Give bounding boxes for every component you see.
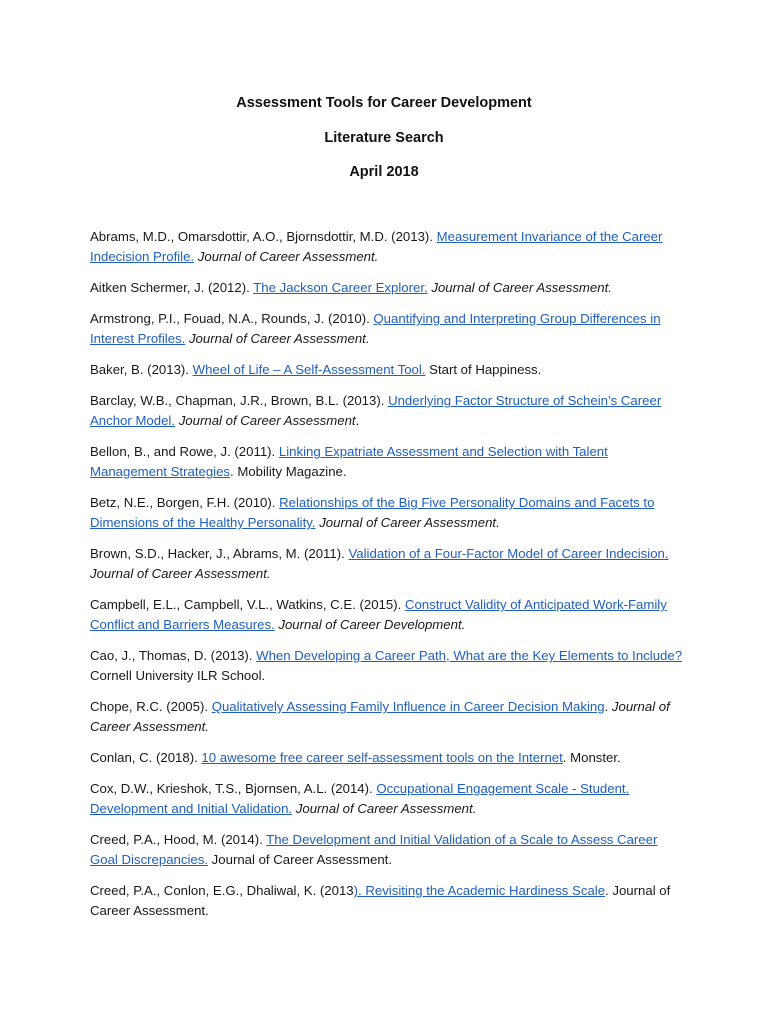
reference-mid: . Journal of Career Assessment.: [90, 883, 671, 918]
reference-item: [90, 309, 685, 349]
reference-journal: Journal of Career Assessment.: [431, 280, 612, 295]
reference-link[interactable]: Linking Expatriate Assessment and Selection with Talent Management Strategies: [90, 444, 608, 479]
document-subtitle: Literature Search: [324, 130, 444, 146]
reference-mid: Cornell University ILR School.: [90, 668, 266, 683]
reference-item: [90, 227, 685, 267]
reference-link[interactable]: Underlying Factor Structure of Schein’s Career Anchor Model.: [90, 393, 662, 428]
reference-item: [90, 278, 685, 298]
reference-item: [90, 360, 685, 380]
reference-mid: . Mobility Magazine.: [230, 464, 347, 479]
reference-authors: Chope, R.C. (2005).: [90, 699, 212, 714]
reference-link[interactable]: Validation of a Four-Factor Model of Career Indecision.: [348, 546, 669, 561]
reference-journal: Journal of Career Assessment.: [188, 331, 370, 346]
reference-authors: Baker, B. (2013).: [90, 362, 193, 377]
reference-link[interactable]: Quantifying and Interpreting Group Differences in Interest Profiles.: [90, 311, 661, 346]
reference-authors: Cao, J., Thomas, D. (2013).: [90, 648, 257, 663]
reference-link[interactable]: Construct Validity of Anticipated Work-Family Conflict and Barriers Measures.: [90, 597, 667, 632]
reference-authors: Cox, D.W., Krieshok, T.S., Bjornsen, A.L. (2014).: [90, 781, 377, 796]
reference-item: [90, 595, 685, 635]
reference-item: [90, 779, 685, 819]
reference-journal: Journal of Career Assessment.: [319, 515, 500, 530]
reference-journal: Journal of Career Development.: [278, 617, 466, 632]
reference-journal: Journal of Career Assessment.: [90, 566, 271, 581]
reference-authors: Armstrong, P.I., Fouad, N.A., Rounds, J. (2010).: [90, 311, 374, 326]
reference-item: [90, 748, 685, 768]
reference-link[interactable]: Wheel of Life – A Self-Assessment Tool.: [192, 362, 426, 377]
reference-journal: Journal of Career Assessment.: [197, 249, 379, 264]
reference-link[interactable]: Qualitatively Assessing Family Influence in Career Decision Making: [211, 699, 605, 714]
reference-journal: Journal of Career Assessment: [178, 413, 356, 428]
reference-mid: Journal of Career Assessment.: [208, 852, 392, 867]
reference-authors: Campbell, E.L., Campbell, V.L., Watkins, C.E. (2015).: [90, 597, 405, 612]
reference-authors: Betz, N.E., Borgen, F.H. (2010).: [90, 495, 280, 510]
reference-authors: Barclay, W.B., Chapman, J.R., Brown, B.L. (2013).: [90, 393, 389, 408]
reference-mid: Start of Happiness.: [425, 362, 542, 377]
reference-link[interactable]: Measurement Invariance of the Career Indecision Profile.: [90, 229, 663, 264]
reference-item: [90, 391, 685, 431]
reference-item: [90, 544, 685, 584]
reference-journal: Journal of Career Assessment.: [90, 699, 670, 734]
reference-list: [90, 227, 685, 932]
reference-authors: Abrams, M.D., Omarsdottir, A.O., Bjornsdottir, M.D. (2013).: [90, 229, 437, 244]
reference-item: [90, 442, 685, 482]
reference-link[interactable]: ). Revisiting the Academic Hardiness Scale: [353, 883, 606, 898]
reference-link[interactable]: 10 awesome free career self-assessment tools on the Internet: [201, 750, 563, 765]
reference-item: [90, 646, 685, 686]
reference-link[interactable]: Relationships of the Big Five Personality Domains and Facets to Dimensions of the Healthy Personality.: [90, 495, 655, 530]
document-date: April 2018: [349, 164, 419, 180]
reference-link[interactable]: The Jackson Career Explorer.: [253, 280, 428, 295]
reference-authors: Bellon, B., and Rowe, J. (2011).: [90, 444, 279, 459]
reference-authors: Aitken Schermer, J. (2012).: [90, 280, 254, 295]
reference-link[interactable]: When Developing a Career Path, What are the Key Elements to Include?: [256, 648, 683, 663]
reference-link[interactable]: The Development and Initial Validation of a Scale to Assess Career Goal Discrepancies.: [90, 832, 658, 867]
reference-authors: Brown, S.D., Hacker, J., Abrams, M. (2011).: [90, 546, 349, 561]
reference-mid: . Monster.: [562, 750, 621, 765]
reference-authors: Creed, P.A., Hood, M. (2014).: [90, 832, 267, 847]
reference-item: [90, 697, 685, 737]
reference-journal: Journal of Career Assessment.: [295, 801, 477, 816]
reference-item: [90, 881, 685, 921]
reference-mid: .: [604, 699, 612, 714]
reference-tail: .: [355, 413, 360, 428]
reference-authors: Creed, P.A., Conlon, E.G., Dhaliwal, K. (2013: [90, 883, 354, 898]
reference-item: [90, 493, 685, 533]
reference-item: [90, 830, 685, 870]
document-title: Assessment Tools for Career Development: [236, 95, 532, 111]
reference-link[interactable]: Occupational Engagement Scale - Student. Development and Initial Validation.: [90, 781, 630, 816]
reference-authors: Conlan, C. (2018).: [90, 750, 202, 765]
